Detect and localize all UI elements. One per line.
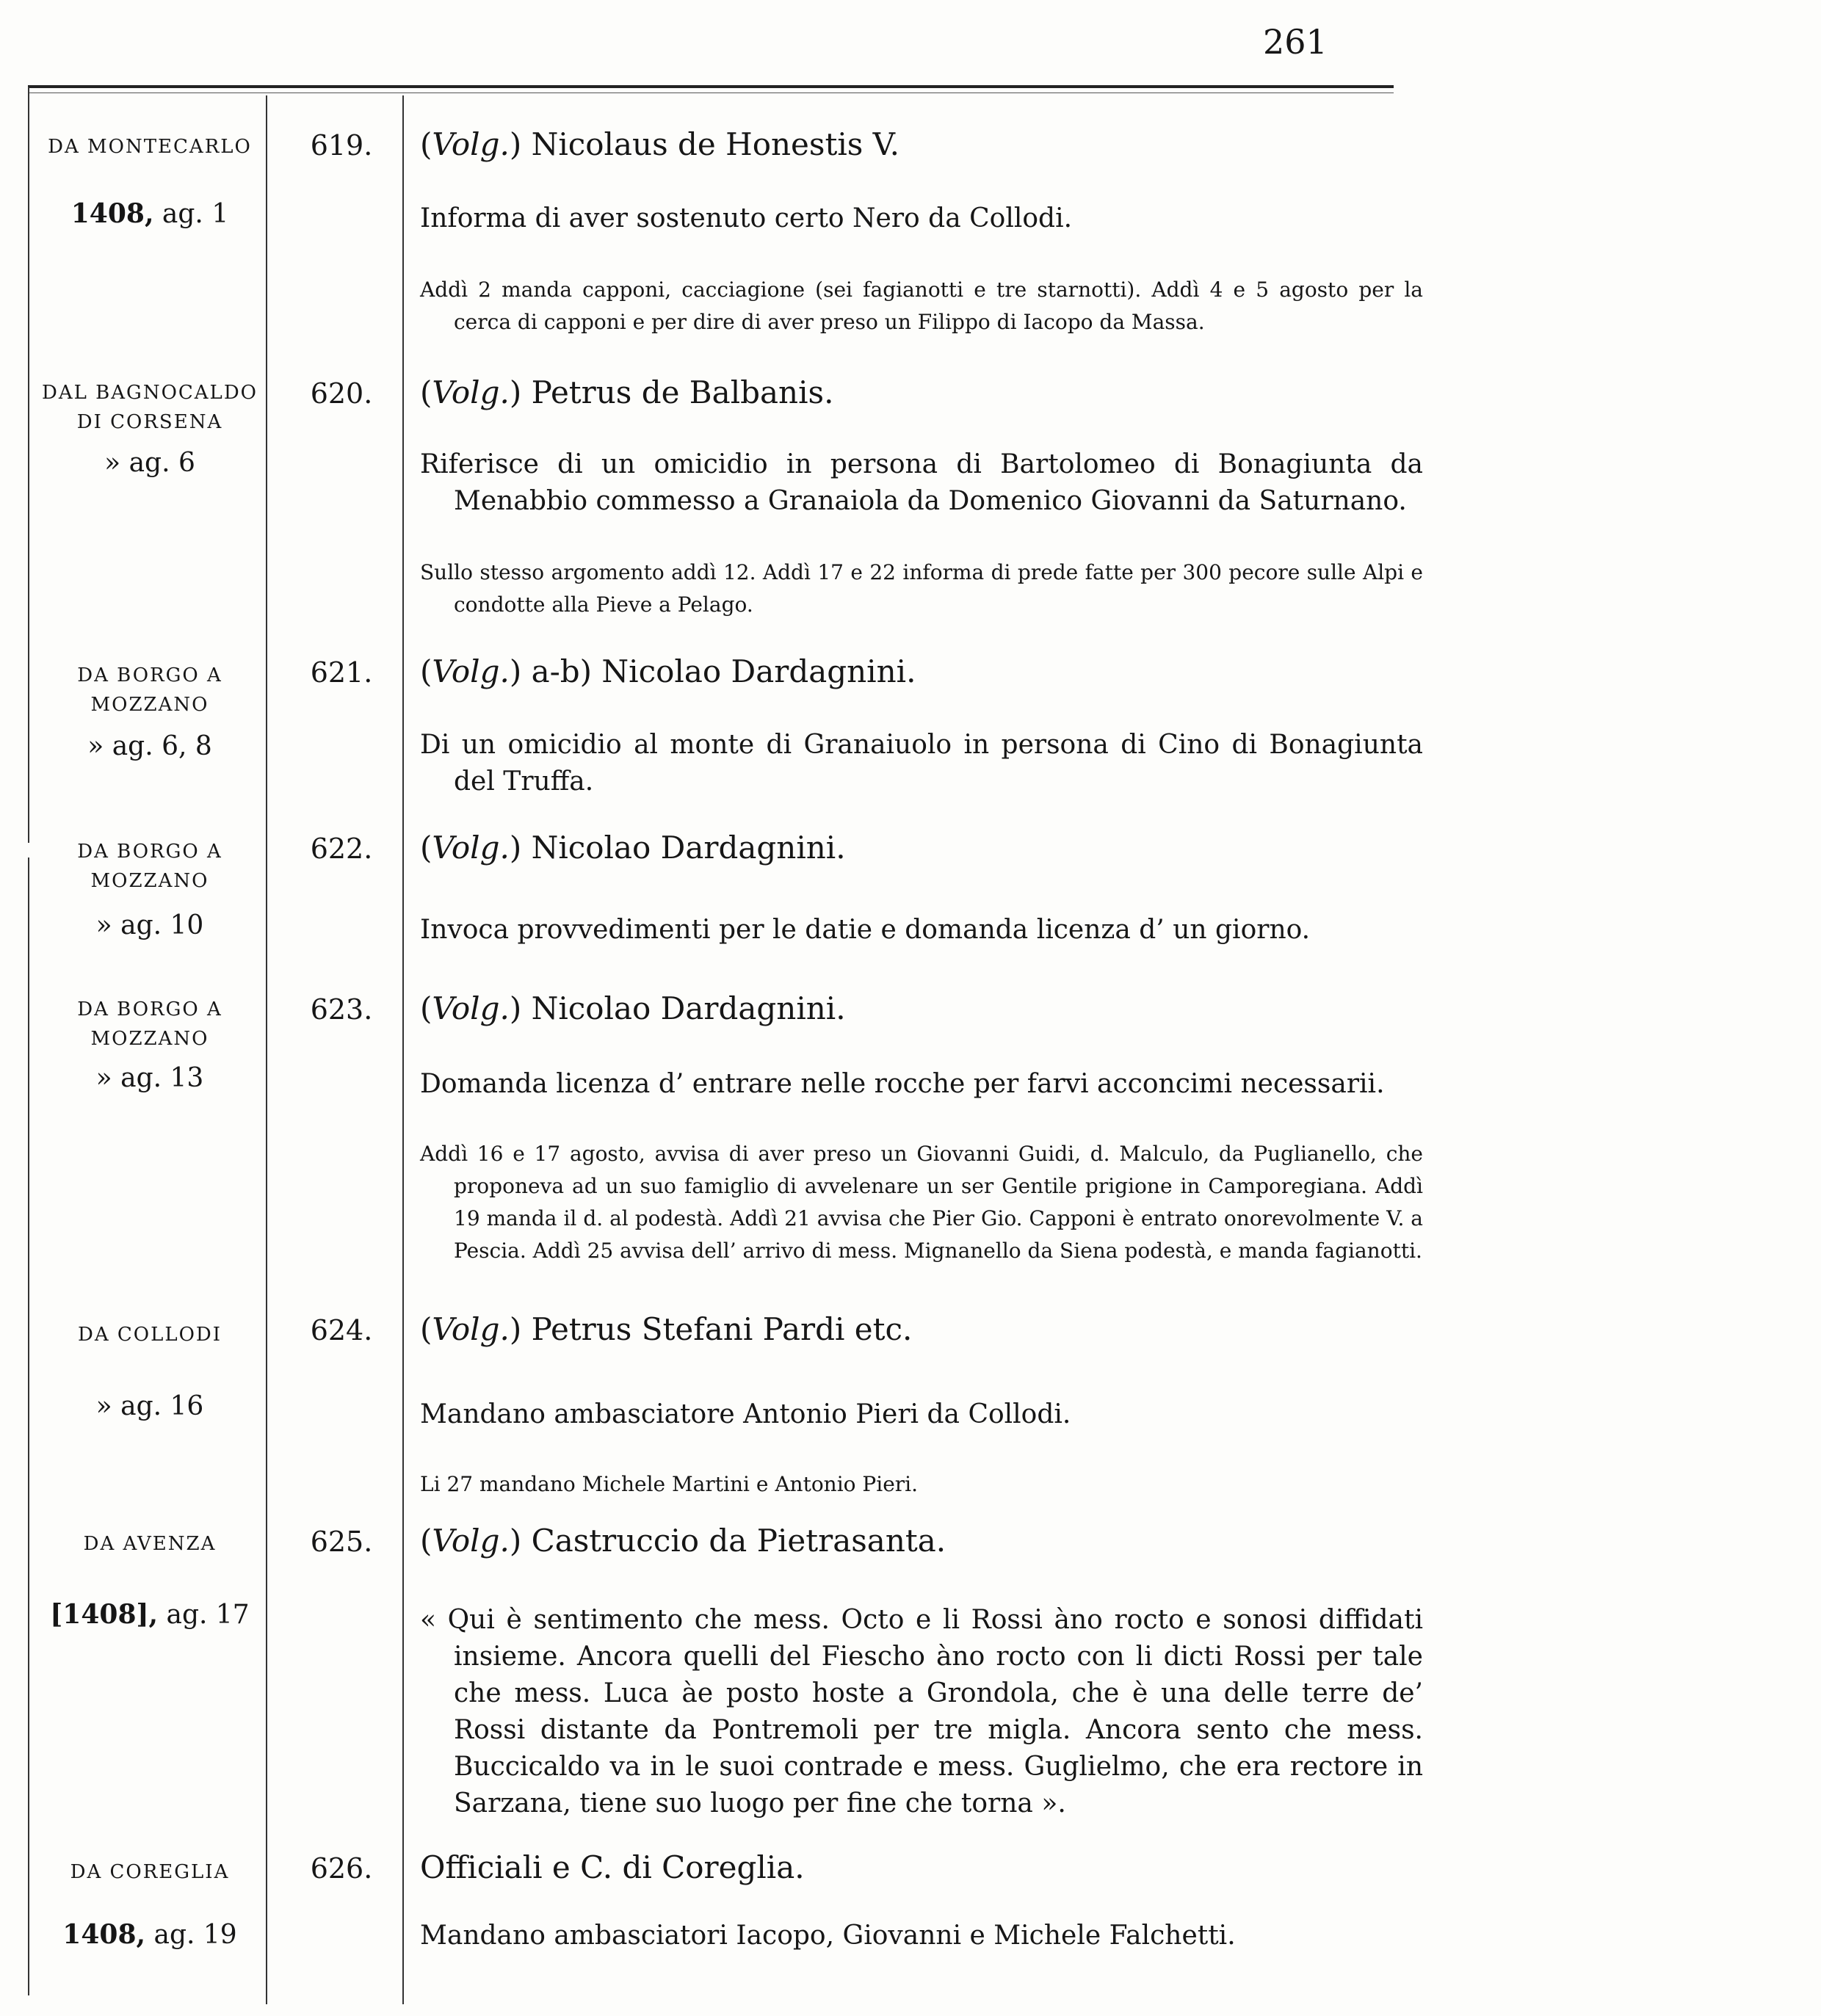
header-rule (28, 85, 1394, 88)
entry-number: 621. (310, 656, 373, 689)
entry-summary: Mandano ambasciatori Iacopo, Giovanni e Michele Falchetti. (420, 1921, 1236, 1951)
entry-number: 623. (310, 993, 373, 1026)
entry-title: (Volg.) Castruccio da Pietrasanta. (420, 1523, 946, 1559)
entry-number: 624. (310, 1314, 373, 1346)
entry-place: DAL BAGNOCALDO DI CORSENA (42, 382, 258, 433)
entry-summary: « Qui è sentimento che mess. Octo e li Rossi àno rocto e sonosi diffidati insieme. Ancora quelli del Fiescho àno rocto con li dicti Rossi per tale che mess. Luca àe posto hoste a Grondola, che è una delle terre de’ Rossi distante da Pontremoli per tre migla. Ancora sento che mess. Buccicaldo va in le suoi contrade e mess. Guglielmo, che era rectore in Sarzana, tiene suo luogo per fine che torna ». (420, 1605, 1423, 1819)
entry-summary: Informa di aver sostenuto certo Nero da Collodi. (420, 203, 1073, 233)
entry-summary: Mandano ambasciatore Antonio Pieri da Collodi. (420, 1399, 1071, 1429)
entry-place: DA BORGO A MOZZANO (77, 664, 222, 716)
entry-number: 619. (310, 129, 373, 162)
entry-title: (Volg.) Nicolaus de Honestis V. (420, 126, 900, 162)
entry-title: (Volg.) Nicolao Dardagnini. (420, 990, 846, 1026)
left-border-rule-lower (28, 857, 29, 1995)
entry-date: » ag. 16 (95, 1391, 204, 1421)
entry-note: Addì 2 manda capponi, cacciagione (sei fagianotti e tre starnotti). Addì 4 e 5 agosto per la cerca di capponi e per dire di aver preso un Filippo di Iacopo da Massa. (420, 278, 1423, 334)
entry-number: 620. (310, 377, 373, 410)
entry-date: » ag. 13 (95, 1063, 204, 1093)
entry-title: (Volg.) Nicolao Dardagnini. (420, 830, 846, 866)
entry-date: [1408], ag. 17 (50, 1599, 250, 1630)
entry-note: Sullo stesso argomento addì 12. Addì 17 e 22 informa di prede fatte per 300 pecore sulle Alpi e condotte alla Pieve a Pelago. (420, 560, 1423, 617)
entry-date: » ag. 6, 8 (87, 731, 212, 761)
entry-place: DA BORGO A MOZZANO (77, 998, 222, 1050)
entry-summary: Domanda licenza d’ entrare nelle rocche per farvi acconcimi necessarii. (420, 1069, 1385, 1099)
entry-number: 622. (310, 833, 373, 865)
entry-summary: Invoca provvedimenti per le datie e domanda licenza d’ un giorno. (420, 915, 1311, 945)
entry-number: 626. (310, 1852, 373, 1885)
entry-date: » ag. 6 (104, 448, 195, 478)
entry-number: 625. (310, 1526, 373, 1558)
entry-place: DA MONTECARLO (48, 136, 252, 158)
entry-summary: Riferisce di un omicidio in persona di Bartolomeo di Bonagiunta da Menabbio commesso a Granaiola da Domenico Giovanni da Saturnano. (420, 449, 1423, 516)
entry-title: Officiali e C. di Coreglia. (420, 1849, 805, 1885)
entry-date: 1408, ag. 1 (70, 198, 229, 229)
left-border-rule (28, 87, 29, 843)
entry-place: DA AVENZA (83, 1533, 217, 1555)
entry-date: » ag. 10 (95, 910, 204, 940)
entry-place: DA COLLODI (77, 1324, 222, 1346)
entry-title: (Volg.) Petrus Stefani Pardi etc. (420, 1311, 913, 1347)
entry-date: 1408, ag. 19 (62, 1919, 237, 1950)
entry-title: (Volg.) a-b) Nicolao Dardagnini. (420, 653, 916, 689)
page-number: 261 (1263, 22, 1328, 62)
entry-title: (Volg.) Petrus de Balbanis. (420, 374, 834, 410)
entry-place: DA COREGLIA (70, 1861, 230, 1883)
entry-summary: Di un omicidio al monte di Granaiuolo in persona di Cino di Bonagiunta del Truffa. (420, 730, 1423, 797)
entry-note: Li 27 mandano Michele Martini e Antonio Pieri. (420, 1472, 919, 1496)
entry-note: Addì 16 e 17 agosto, avvisa di aver preso un Giovanni Guidi, d. Malculo, da Puglianello, che proponeva ad un suo famiglio di avvelenare un ser Gentile prigione in Camporegiana. Addì 19 manda il d. al podestà. Addì 21 avvisa che Pier Gio. Capponi è entrato onorevolmente V. a Pescia. Addì 25 avvisa dell’ arrivo di mess. Mignanello da Siena podestà, e manda fagianotti. (420, 1142, 1423, 1263)
entry-place: DA BORGO A MOZZANO (77, 841, 222, 892)
